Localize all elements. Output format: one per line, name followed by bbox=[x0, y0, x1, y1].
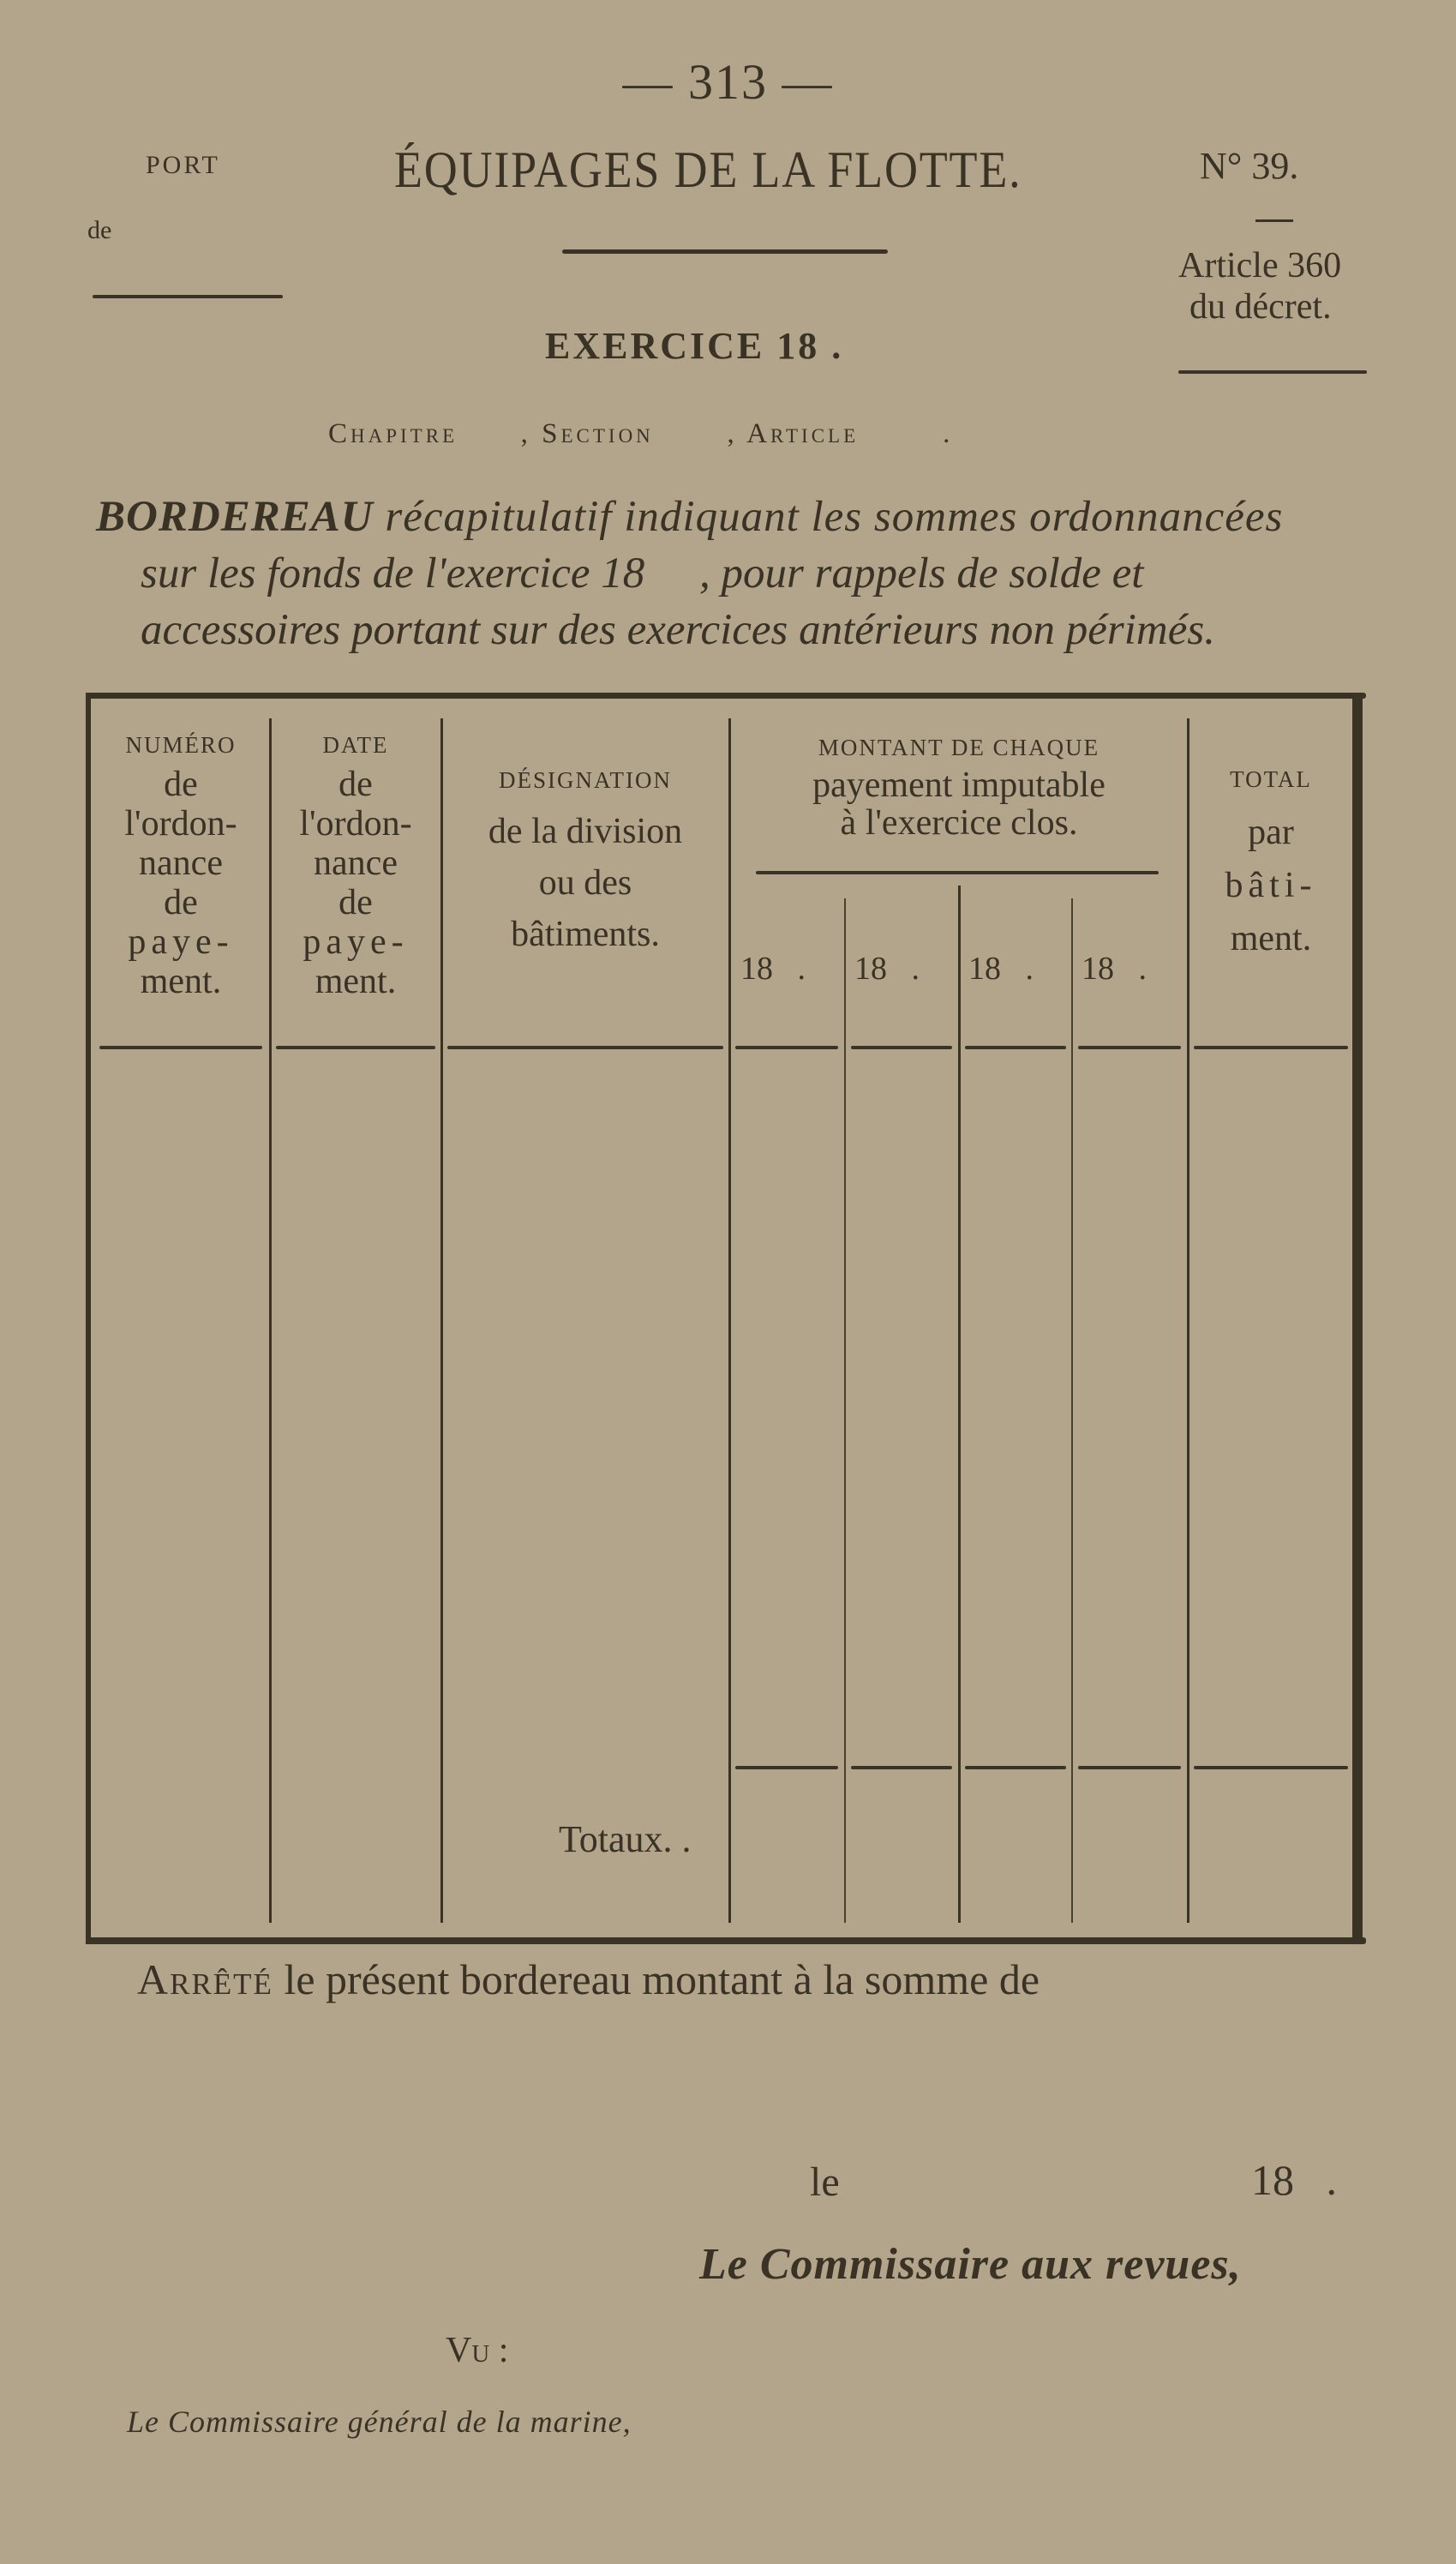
column-divider bbox=[440, 718, 443, 1923]
montant-subheader-rule bbox=[756, 871, 1159, 874]
header-text: paye- bbox=[303, 922, 409, 962]
header-designation-word: DÉSIGNATION bbox=[499, 767, 672, 793]
page-number: — 313 — bbox=[622, 54, 834, 110]
header-bottom-rule bbox=[1194, 1046, 1348, 1049]
article-reference-decree: du décret. bbox=[1189, 287, 1332, 327]
column-divider bbox=[1187, 718, 1189, 1923]
chapitre-section-article-line: Chapitre , Section , Article . bbox=[328, 418, 954, 449]
bordereau-keyword: BORDEREAU bbox=[96, 493, 374, 541]
header-bottom-rule bbox=[99, 1046, 262, 1049]
header-text: l'ordon- bbox=[299, 804, 412, 844]
header-text: de bbox=[164, 765, 198, 804]
bordereau-description bbox=[96, 489, 1373, 658]
totals-rule bbox=[1078, 1766, 1181, 1769]
header-bottom-rule bbox=[1078, 1046, 1181, 1049]
totals-rule bbox=[851, 1766, 952, 1769]
header-text: par bbox=[1248, 813, 1294, 852]
header-text: ment. bbox=[140, 962, 222, 1001]
port-rule bbox=[93, 295, 283, 298]
totaux-label: Totaux. . bbox=[559, 1818, 692, 1860]
year-header-4: 18 . bbox=[1082, 951, 1147, 987]
totals-rule bbox=[1194, 1766, 1348, 1769]
form-number-dash bbox=[1255, 219, 1293, 222]
title-rule bbox=[562, 249, 888, 254]
table-top-border bbox=[86, 693, 1366, 699]
header-montant-title: MONTANT DE CHAQUE bbox=[818, 735, 1100, 760]
bordereau-line-1 bbox=[96, 489, 1373, 545]
port-label: PORT bbox=[146, 151, 220, 179]
header-text: payement imputable bbox=[812, 766, 1105, 805]
arrete-statement bbox=[137, 1955, 1040, 2004]
table-right-border bbox=[1352, 693, 1363, 1944]
article-rule bbox=[1178, 370, 1367, 374]
header-bottom-rule bbox=[965, 1046, 1066, 1049]
table-left-border bbox=[86, 693, 91, 1944]
totals-rule bbox=[735, 1766, 838, 1769]
bordereau-line-3: accessoires portant sur des exercices antérieurs non périmés. bbox=[141, 606, 1215, 654]
header-text: ment. bbox=[315, 962, 397, 1001]
document-title: ÉQUIPAGES DE LA FLOTTE. bbox=[394, 141, 1022, 198]
date-year-field: 18 . bbox=[1251, 2156, 1337, 2204]
header-date-word: DATE bbox=[322, 732, 389, 758]
column-divider bbox=[269, 718, 272, 1923]
totals-rule bbox=[965, 1766, 1066, 1769]
header-numero-ordonnance bbox=[96, 725, 266, 1001]
header-total-par-batiment bbox=[1191, 753, 1351, 965]
year-header-2: 18 . bbox=[854, 951, 920, 987]
header-text: de la division bbox=[488, 812, 683, 851]
header-text: ou des bbox=[538, 863, 632, 903]
year-header-3: 18 . bbox=[968, 951, 1034, 987]
header-text: bâtiments. bbox=[511, 915, 660, 954]
header-text: de bbox=[339, 883, 373, 922]
header-bottom-rule bbox=[447, 1046, 723, 1049]
vu-label: Vu : bbox=[446, 2331, 509, 2370]
ledger-table bbox=[86, 693, 1366, 1949]
header-text: ment. bbox=[1230, 919, 1312, 958]
header-text: l'ordon- bbox=[124, 804, 237, 844]
header-bottom-rule bbox=[851, 1046, 952, 1049]
date-le-label: le bbox=[810, 2159, 840, 2205]
header-text: paye- bbox=[128, 922, 234, 962]
header-text: nance bbox=[139, 844, 223, 883]
header-total-word: TOTAL bbox=[1230, 766, 1312, 792]
header-text: de bbox=[164, 883, 198, 922]
header-text: à l'exercice clos. bbox=[840, 803, 1078, 843]
arrete-keyword: Arrêté bbox=[137, 1955, 273, 2003]
arrete-text: le présent bordereau montant à la somme de bbox=[273, 1955, 1040, 2003]
header-numero-word: NUMÉRO bbox=[125, 732, 237, 758]
table-bottom-border bbox=[86, 1937, 1366, 1944]
year-column-divider bbox=[844, 898, 846, 1923]
header-designation bbox=[444, 754, 727, 960]
header-text: nance bbox=[314, 844, 398, 883]
bordereau-line-2: sur les fonds de l'exercice 18 , pour rappels de solde et bbox=[141, 549, 1144, 597]
bordereau-line-1-text: récapitulatif indiquant les sommes ordonnancées bbox=[373, 493, 1284, 541]
year-column-divider bbox=[1071, 898, 1073, 1923]
form-number: N° 39. bbox=[1200, 145, 1299, 187]
header-bottom-rule bbox=[276, 1046, 435, 1049]
year-header-1: 18 . bbox=[740, 951, 806, 987]
header-date-ordonnance bbox=[273, 725, 439, 1001]
commissaire-general-signature: Le Commissaire général de la marine, bbox=[127, 2405, 632, 2439]
year-column-divider bbox=[958, 886, 961, 1923]
port-de-label: de bbox=[87, 216, 112, 244]
header-text: de bbox=[339, 765, 373, 804]
header-bottom-rule bbox=[735, 1046, 838, 1049]
commissaire-revues-signature: Le Commissaire aux revues, bbox=[699, 2240, 1242, 2289]
column-divider bbox=[728, 718, 731, 1923]
header-montant bbox=[734, 729, 1184, 842]
exercice-heading: EXERCICE 18 . bbox=[545, 325, 844, 367]
article-reference: Article 360 bbox=[1178, 246, 1342, 285]
header-text: bâti- bbox=[1225, 866, 1317, 905]
